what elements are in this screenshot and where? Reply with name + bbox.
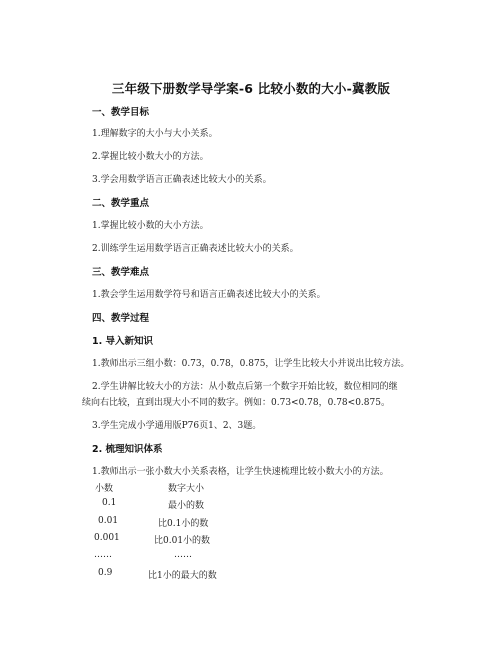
table-cell: …… <box>174 550 192 560</box>
table-cell: 0.9 <box>98 568 113 578</box>
table-header: 数字大小 <box>168 484 205 494</box>
table-cell: 比0.1小的数 <box>158 519 209 529</box>
section-heading-difficulties: 三、教学难点 <box>92 267 150 278</box>
subsection-heading-knowledge: 2. 梳理知识体系 <box>92 444 163 455</box>
section-heading-process: 四、教学过程 <box>92 313 150 324</box>
process-item: 3.学生完成小学通用版P76页1、2、3题。 <box>92 421 262 431</box>
table-cell: 0.001 <box>94 533 120 543</box>
process-item-continued: 续向右比较，直到出现大小不同的数字。例如：0.73<0.78，0.78<0.875。 <box>82 398 390 408</box>
table-cell: 比0.01小的数 <box>154 536 211 546</box>
document-title: 三年级下册数学导学案-6 比较小数的大小-冀教版 <box>111 81 391 96</box>
subsection-heading-intro: 1. 导入新知识 <box>92 336 154 347</box>
key-point-item: 2.训练学生运用数学语言正确表述比较大小的关系。 <box>92 244 299 254</box>
section-heading-objectives: 一、教学目标 <box>92 107 150 118</box>
section-heading-key-points: 二、教学重点 <box>92 198 150 209</box>
difficulty-item: 1.教会学生运用数学符号和语言正确表述比较大小的关系。 <box>92 290 326 300</box>
table-cell: 0.01 <box>98 516 119 526</box>
process-item: 1.教师出示三组小数：0.73，0.78，0.875，让学生比较大小并说出比较方法。 <box>92 359 410 369</box>
key-point-item: 1.掌握比较小数的大小方法。 <box>92 221 209 231</box>
table-cell: 0.1 <box>102 498 117 508</box>
objective-item: 1.理解数字的大小与大小关系。 <box>92 129 218 139</box>
objective-item: 2.掌握比较小数大小的方法。 <box>92 152 209 162</box>
objective-item: 3.学会用数学语言正确表述比较大小的关系。 <box>92 175 272 185</box>
table-cell: 比1小的最大的数 <box>148 571 217 581</box>
table-header: 小数 <box>95 484 114 494</box>
table-cell: …… <box>94 550 112 560</box>
table-cell: 最小的数 <box>168 501 205 511</box>
process-item: 2.学生讲解比较大小的方法：从小数点后第一个数字开始比较，数位相同的继 <box>92 382 398 392</box>
process-item: 1.教师出示一张小数大小关系表格，让学生快速梳理比较小数大小的方法。 <box>92 467 389 477</box>
